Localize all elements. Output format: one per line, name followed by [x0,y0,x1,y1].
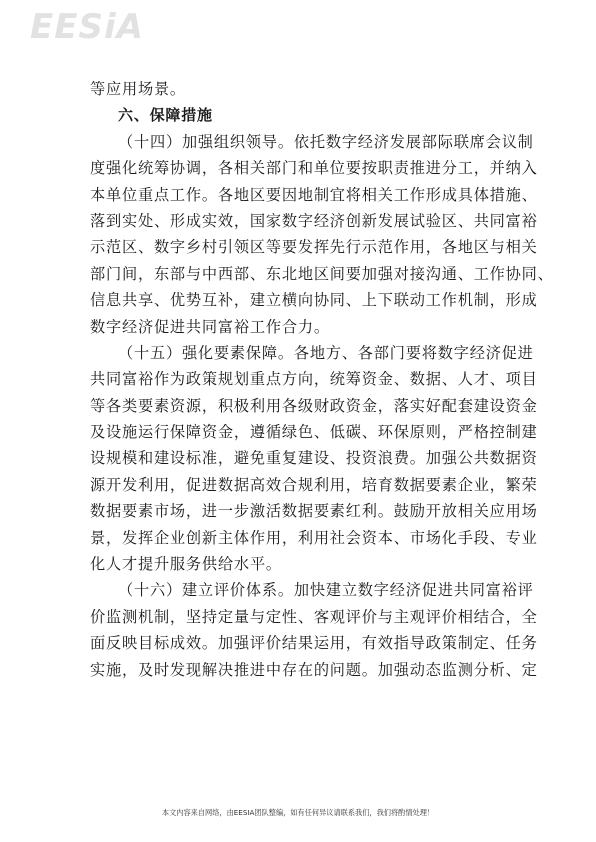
text-line: 等各类要素资源，积极利用各级财政资金，落实好配套建设资金 [90,396,538,415]
text-line: 数字经济促进共同富裕工作合力。 [90,317,330,336]
document-body [90,76,554,683]
text-line: 设规模和建设标准，避免重复建设、投资浪费。加强公共数据资 [90,449,538,468]
text-line: 度强化统筹协调，各相关部门和单位要按职责推进分工，并纳入 [90,159,538,178]
text-line: 示范区、数字乡村引领区等要发挥先行示范作用，各地区与相关 [90,238,538,257]
text-line: 面反映目标成效。加强评价结果运用，有效指导政策制定、任务 [90,634,538,653]
text-line: （十六）建立评价体系。加快建立数字经济促进共同富裕评 [118,581,534,600]
text-line: 信息共享、优势互补，建立横向协同、上下联动工作机制，形成 [90,291,538,310]
text-line: 等应用场景。 [90,80,186,98]
text-line: 化人才提升服务供给水平。 [90,555,282,574]
text-line: 源开发利用，促进数据高效合规利用，培育数据要素企业，繁荣 [90,475,538,494]
text-line: 落到实处、形成实效，国家数字经济创新发展试验区、共同富裕 [90,211,538,230]
page-footer: 本文内容来自网络，由EESIA团队整编，如有任何异议请联系我们，我们将酌情处理！ [161,808,435,817]
text-line: 部门间，东部与中西部、东北地区间要加强对接沟通、工作协同、 [90,264,554,283]
text-line: 共同富裕作为政策规划重点方向，统筹资金、数据、人才、项目 [90,370,538,389]
section-heading: 六、保障措施 [118,106,213,125]
text-line: 价监测机制，坚持定量与定性、客观评价与主观评价相结合，全 [90,607,538,626]
text-line: 数据要素市场，进一步激活数据要素红利。鼓励开放相关应用场 [90,502,538,521]
text-line: 实施，及时发现解决推进中存在的问题。加强动态监测分析、定 [90,660,538,679]
watermark-logo: EESiA [30,7,144,47]
text-line: （十五）强化要素保障。各地方、各部门要将数字经济促进 [118,343,534,362]
text-line: 本单位重点工作。各地区要因地制宜将相关工作形成具体措施、 [90,185,538,204]
text-line: 景，发挥企业创新主体作用，利用社会资本、市场化手段、专业 [90,528,538,547]
text-line: （十四）加强组织领导。依托数字经济发展部际联席会议制 [118,132,534,151]
text-line: 及设施运行保障资金，遵循绿色、低碳、环保原则，严格控制建 [90,423,538,442]
